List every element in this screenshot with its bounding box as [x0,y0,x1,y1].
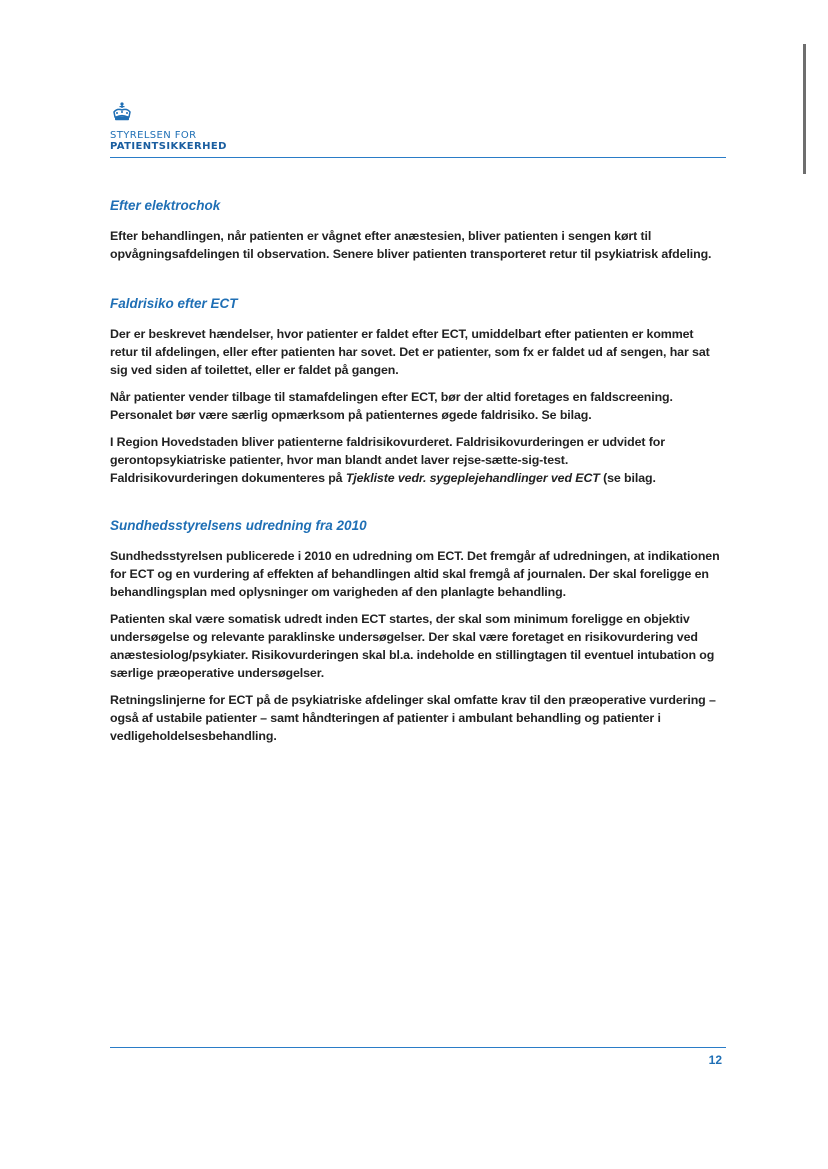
paragraph: Når patienter vender tilbage til stamafdelingen efter ECT, bør der altid foretages en faldscreening. Personalet bør være særlig opmærksom på patienternes øgede faldrisiko. Se bilag. [110,390,673,422]
documentation-prefix: Faldrisikovurderingen dokumenteres på [110,471,346,485]
section-title-faldrisiko: Faldrisiko efter ECT [110,296,238,311]
paragraph: Sundhedsstyrelsen publicerede i 2010 en udredning om ECT. Det fremgår af udredningen, at indikationen for ECT og en vurdering af effekten af behandlingen altid skal fremgå af journalen. Der skal foreligge en behandlingsplan med oplysninger om varigheden af den planlagte behandling. [110,549,720,599]
section-title-sundhedsstyrelsen: Sundhedsstyrelsens udredning fra 2010 [110,518,367,533]
paragraph: Patienten skal være somatisk udredt inden ECT startes, der skal som minimum foreligge en objektiv undersøgelse og relevante paraklinske undersøgelser. Der skal være foretaget en risikovurdering ved anæstesiolog/psykiater. Risikovurderingen skal bl.a. indeholde en stillingtagen til eventuel intubation og særlige præoperative undersøgelser. [110,612,715,680]
paragraph [110,433,722,469]
scan-edge-mark [803,44,806,174]
paragraph: Retningslinjerne for ECT på de psykiatriske afdelinger skal omfatte krav til den præoperative vurdering – også af ustabile patienter – samt håndteringen af patienter i ambulant behandling og patienter i vedligeholdelsesbehandling. [110,693,716,743]
paragraph: Efter behandlingen, når patienten er vågnet efter anæstesien, bliver patienten i sengen kørt til opvågningsafdelingen til observation. Senere bliver patienten transporteret retur til psykiatrisk afdeling. [110,229,712,261]
agency-name-line2: PATIENTSIKKERHED [110,141,227,152]
checklist-title: Tjekliste vedr. sygeplejehandlinger ved ECT [345,471,600,485]
documentation-suffix: (se bilag. [599,471,656,485]
header-divider [110,157,726,158]
footer-divider [110,1047,726,1048]
paragraph-documentation [110,469,722,487]
paragraph-text: I Region Hovedstaden bliver patienterne faldrisikovurderet. Faldrisikovurderingen er udvidet for gerontopsykiatriske patienter, hvor man blandt andet laver rejse-sætte-sig-test. [110,435,665,467]
agency-name-line1: STYRELSEN FOR [110,130,197,141]
page-header [110,102,726,152]
agency-name [110,130,726,152]
crown-icon [111,102,133,126]
section-title-efter-elektrochok: Efter elektrochok [110,198,221,213]
paragraph: Der er beskrevet hændelser, hvor patienter er faldet efter ECT, umiddelbart efter patienten er kommet retur til afdelingen, eller efter patienten har sovet. Det er patienter, som fx er faldet ud af sengen, har sat sig ved siden af toilettet, eller er faldet på gangen. [110,327,710,377]
document-body [110,198,722,754]
page-number: 12 [708,1053,722,1067]
